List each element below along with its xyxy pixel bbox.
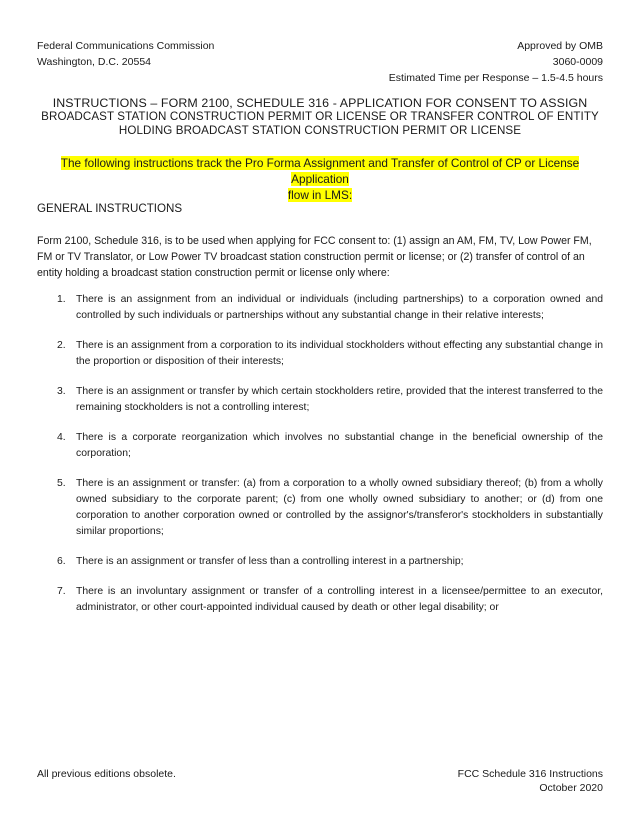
title-line-1: INSTRUCTIONS – FORM 2100, SCHEDULE 316 - APPLICATION FOR CONSENT TO ASSIGN (52, 96, 588, 110)
section-heading: GENERAL INSTRUCTIONS (37, 202, 183, 215)
list-item-text: There is an assignment or transfer by which certain stockholders retire, provided that the interest transferred to the remaining stockholders is not a controlling interest; (76, 386, 603, 413)
list-item-text: There is an assignment from a corporation to its individual stockholders without effecting any substantial change in the proportion or disposition of their interests; (76, 340, 603, 367)
agency-name: Federal Communications Commission (37, 40, 215, 52)
list-item-number: 6. (57, 556, 66, 567)
list-item-text: There is an assignment from an individual or individuals (including partnerships) to a corporation owned and controlled by such individuals or partnerships without any substantial change in their relative interests; (76, 294, 603, 321)
title-line-3: HOLDING BROADCAST STATION CONSTRUCTION PERMIT OR LICENSE (118, 124, 522, 137)
footer-date: October 2020 (539, 782, 603, 794)
lms-notice (37, 155, 603, 203)
list-item-text: There is an assignment or transfer of less than a controlling interest in a partnership; (76, 556, 464, 567)
notice-line-2: flow in LMS: (287, 188, 353, 202)
list-item-text: There is an assignment or transfer: (a) from a corporation to a wholly owned subsidiary thereof; (b) from a wholly owned subsidiary to the corporate parent; (c) from one wholly owned subsidiary to another; or (d) from one corporation to another corporation owned or controlled by the assignor's/transferor's stockholders in substantially similar proportions; (76, 478, 603, 537)
list-item (37, 554, 603, 570)
list-item-text: There is a corporate reorganization which involves no substantial change in the beneficial ownership of the corporation; (76, 432, 603, 459)
list-item (37, 384, 603, 416)
header-omb-block (389, 38, 603, 86)
list-item-number: 1. (57, 294, 66, 305)
list-item-number: 2. (57, 340, 66, 351)
footer-obsolete-note: All previous editions obsolete. (37, 768, 176, 780)
intro-paragraph: Form 2100, Schedule 316, is to be used when applying for FCC consent to: (1) assign an AM, FM, TV, Low Power FM, FM or TV Translator, or Low Power TV broadcast station construction permit or license; or (2) transfer of control of an entity holding a broadcast station construction permit or license only where: (37, 235, 592, 279)
list-item-number: 3. (57, 386, 66, 397)
list-item-number: 7. (57, 586, 66, 597)
notice-line-1: The following instructions track the Pro Forma Assignment and Transfer of Control of CP or License Application (60, 156, 580, 186)
list-item-text: There is an involuntary assignment or transfer of a controlling interest in a licensee/permittee to an executor, administrator, or other court-appointed individual caused by death or other legal disability; or (76, 586, 603, 613)
header-agency-block (37, 38, 214, 70)
list-item (37, 338, 603, 370)
list-item (37, 476, 603, 540)
list-item-number: 4. (57, 432, 66, 443)
list-item (37, 430, 603, 462)
list-item-number: 5. (57, 478, 66, 489)
document-title (37, 96, 603, 138)
list-item (37, 292, 603, 324)
time-estimate: Estimated Time per Response – 1.5-4.5 hours (388, 72, 603, 84)
agency-location: Washington, D.C. 20554 (37, 56, 152, 68)
omb-number: 3060-0009 (552, 56, 603, 68)
conditions-list (37, 292, 603, 616)
footer-form-name: FCC Schedule 316 Instructions (457, 768, 603, 780)
title-line-2: BROADCAST STATION CONSTRUCTION PERMIT OR LICENSE OR TRANSFER CONTROL OF ENTITY (41, 110, 599, 123)
omb-approval: Approved by OMB (517, 40, 603, 52)
footer-form-block (458, 767, 603, 795)
list-item (37, 584, 603, 616)
